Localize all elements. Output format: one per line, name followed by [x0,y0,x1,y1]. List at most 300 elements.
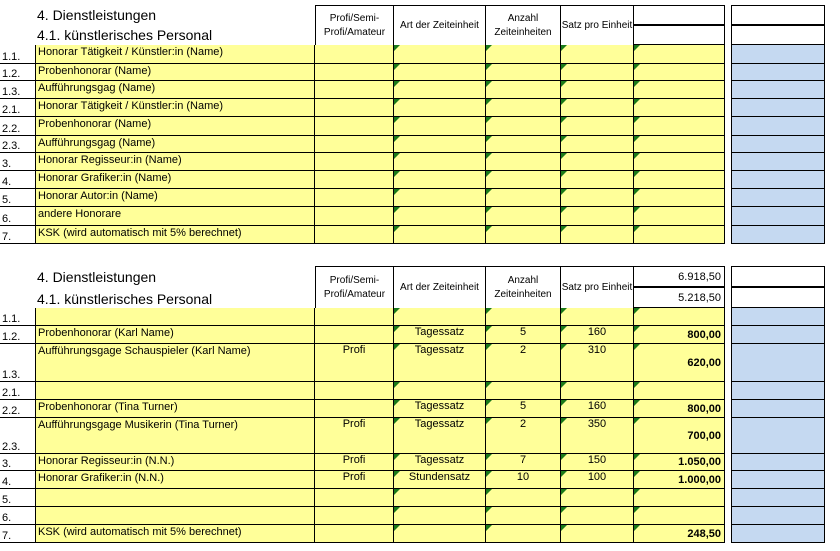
position-label-cell[interactable] [35,471,315,489]
row-number-text: 2.3. [2,441,21,453]
position-label-cell[interactable] [35,525,315,543]
satz-text: 350 [587,418,607,430]
satz-cell[interactable] [561,418,634,454]
cell-comment-marker [634,226,640,232]
art-cell[interactable] [394,326,486,344]
anzahl-cell[interactable] [486,454,561,471]
anzahl-cell[interactable] [486,507,561,525]
position-label-text: Honorar Tätigkeit / Künstler:in (Name) [38,100,224,112]
position-label-cell[interactable] [35,153,315,171]
art-text: Tagessatz [414,454,465,466]
anzahl-cell[interactable] [486,326,561,344]
position-label-text: KSK (wird automatisch mit 5% berechnet) [38,227,242,239]
header-anzahl: Anzahl Zeiteinheiten [486,266,561,308]
satz-cell[interactable] [561,308,634,326]
profi-cell[interactable] [315,308,394,326]
cell-comment-marker [561,418,567,424]
row-number-text: 1.3. [2,369,21,381]
amount-text: 800,00 [687,328,721,341]
profi-cell[interactable] [315,45,394,64]
satz-cell[interactable] [561,189,634,207]
position-label-cell[interactable] [35,418,315,454]
blue-input-cell[interactable] [731,153,825,171]
art-text: Tagessatz [414,418,465,430]
cell-comment-marker [486,489,492,495]
row-number-text: 7. [2,530,12,542]
row-number [0,308,35,326]
amount-cell[interactable] [633,507,725,525]
amount-cell[interactable] [633,117,725,136]
position-label-text: Probenhonorar (Karl Name) [38,327,174,339]
anzahl-cell[interactable] [486,400,561,418]
row-number [0,99,35,117]
header-art: Art der Zeiteinheit [394,5,486,45]
satz-cell[interactable] [561,45,634,64]
profi-cell[interactable] [315,382,394,400]
art-cell[interactable] [394,99,486,117]
satz-cell[interactable] [561,326,634,344]
satz-cell[interactable] [561,471,634,489]
anzahl-cell[interactable] [486,64,561,81]
blue-input-cell[interactable] [731,81,825,99]
profi-cell[interactable] [315,171,394,189]
cell-comment-marker [486,99,492,105]
profi-cell[interactable] [315,226,394,244]
position-label-text: Aufführungsgag (Name) [38,137,156,149]
blue-input-cell[interactable] [731,418,825,454]
row-number [0,117,35,136]
cell-comment-marker [634,117,640,123]
blue-input-cell[interactable] [731,308,825,326]
position-label-cell[interactable] [35,400,315,418]
position-label-cell[interactable] [35,344,315,382]
row-number [0,489,35,507]
cell-comment-marker [486,308,492,314]
position-label-cell[interactable] [35,45,315,64]
profi-cell[interactable] [315,471,394,489]
profi-cell[interactable] [315,117,394,136]
satz-cell[interactable] [561,64,634,81]
extra-cell-1[interactable] [731,5,825,25]
position-label-cell[interactable] [35,507,315,525]
cell-comment-marker [394,136,400,142]
extra-cell-1[interactable] [731,266,825,287]
row-number-text: 3. [2,458,12,470]
cell-comment-marker [634,326,640,332]
anzahl-cell[interactable] [486,45,561,64]
section-subtitle: 4.1. künstlerisches Personal [37,291,213,307]
row-number [0,454,35,471]
row-number [0,226,35,244]
satz-cell[interactable] [561,153,634,171]
cell-comment-marker [561,471,567,477]
amount-cell[interactable] [633,400,725,418]
cell-comment-marker [394,45,400,51]
blue-input-cell[interactable] [731,226,825,244]
header-satz: Satz pro Einheit [561,266,634,308]
satz-cell[interactable] [561,99,634,117]
row-number-text: 4. [2,176,12,188]
amount-cell[interactable] [633,326,725,344]
art-cell[interactable] [394,418,486,454]
satz-cell[interactable] [561,344,634,382]
extra-cell-2[interactable] [731,25,825,45]
satz-cell[interactable] [561,382,634,400]
amount-cell[interactable] [633,45,725,64]
amount-cell[interactable] [633,64,725,81]
position-label-text: Honorar Grafiker:in (N.N.) [38,472,164,484]
profi-cell[interactable] [315,525,394,543]
amount-text: 1.050,00 [678,456,721,468]
position-label-text [38,382,314,383]
profi-text: Profi [342,344,366,356]
row-number [0,45,35,64]
cell-comment-marker [394,81,400,87]
amount-text: 620,00 [687,356,721,369]
blue-input-cell[interactable] [731,45,825,64]
anzahl-cell[interactable] [486,81,561,99]
amount-cell[interactable] [633,525,725,543]
cell-comment-marker [394,189,400,195]
cell-comment-marker [561,64,567,70]
cell-comment-marker [561,525,567,531]
art-cell[interactable] [394,344,486,382]
art-cell[interactable] [394,382,486,400]
amount-cell[interactable] [633,207,725,226]
total-personal[interactable]: 5.218,50 [633,287,725,308]
cell-comment-marker [486,326,492,332]
position-label-text: KSK (wird automatisch mit 5% berechnet) [38,526,242,538]
satz-cell[interactable] [561,171,634,189]
row-number [0,136,35,153]
row-number-text: 7. [2,231,12,243]
position-label-text: Aufführungsgage Musikerin (Tina Turner) [38,419,238,431]
amount-cell[interactable] [633,382,725,400]
anzahl-cell[interactable] [486,344,561,382]
cell-comment-marker [561,153,567,159]
cell-comment-marker [634,308,640,314]
satz-text: 160 [587,326,607,338]
position-label-cell[interactable] [35,382,315,400]
position-label-text [38,507,314,508]
amount-cell[interactable] [633,344,725,382]
amount-cell[interactable] [633,308,725,326]
profi-cell[interactable] [315,400,394,418]
blue-input-cell[interactable] [731,382,825,400]
art-cell[interactable] [394,308,486,326]
satz-cell[interactable] [561,454,634,471]
extra-cell-2[interactable] [731,287,825,308]
position-label-cell[interactable] [35,81,315,99]
position-label-cell[interactable] [35,171,315,189]
cell-comment-marker [561,45,567,51]
blue-input-cell[interactable] [731,171,825,189]
satz-cell[interactable] [561,525,634,543]
position-label-cell[interactable] [35,99,315,117]
cell-comment-marker [394,382,400,388]
position-label-text: Honorar Autor:in (Name) [38,190,158,202]
anzahl-text: 2 [519,344,527,356]
position-label-cell[interactable] [35,207,315,226]
header-anzahl: Anzahl Zeiteinheiten [486,5,561,45]
amount-text: 248,50 [687,527,721,540]
cell-comment-marker [394,344,400,350]
cell-comment-marker [634,189,640,195]
art-cell[interactable] [394,136,486,153]
art-text: Tagessatz [414,344,465,356]
cell-comment-marker [561,382,567,388]
anzahl-cell[interactable] [486,99,561,117]
row-number-text: 6. [2,512,12,524]
anzahl-cell[interactable] [486,171,561,189]
art-cell[interactable] [394,153,486,171]
row-number-text: 2.1. [2,104,21,116]
row-number [0,171,35,189]
cell-comment-marker [486,136,492,142]
cell-comment-marker [394,326,400,332]
blue-input-cell[interactable] [731,400,825,418]
row-number-text: 3. [2,158,12,170]
cell-comment-marker [486,153,492,159]
art-cell[interactable] [394,454,486,471]
position-label-cell[interactable] [35,326,315,344]
art-text: Stundensatz [408,471,471,483]
amount-cell[interactable] [633,226,725,244]
row-number-text: 4. [2,476,12,488]
amount-text: 800,00 [687,402,721,415]
amount-cell[interactable] [633,418,725,454]
art-cell[interactable] [394,507,486,525]
art-cell[interactable] [394,207,486,226]
cell-comment-marker [394,207,400,213]
total-cell-2[interactable] [633,25,725,45]
profi-cell[interactable] [315,64,394,81]
art-cell[interactable] [394,171,486,189]
row-number-text: 6. [2,213,12,225]
anzahl-cell[interactable] [486,189,561,207]
cell-comment-marker [394,525,400,531]
amount-cell[interactable] [633,454,725,471]
profi-text: Profi [342,471,366,483]
row-number [0,64,35,81]
amount-cell[interactable] [633,153,725,171]
amount-cell[interactable] [633,136,725,153]
anzahl-text: 5 [519,326,527,338]
art-cell[interactable] [394,525,486,543]
cell-comment-marker [561,117,567,123]
cell-comment-marker [634,382,640,388]
row-number [0,418,35,454]
cell-comment-marker [486,207,492,213]
cell-comment-marker [486,418,492,424]
section-title: 4. Dienstleistungen [37,269,157,285]
anzahl-cell[interactable] [486,226,561,244]
art-cell[interactable] [394,226,486,244]
profi-cell[interactable] [315,326,394,344]
position-label-text: Honorar Tätigkeit / Künstler:in (Name) [38,46,224,58]
blue-input-cell[interactable] [731,525,825,543]
position-label-text: Honorar Grafiker:in (Name) [38,172,172,184]
row-number [0,81,35,99]
cell-comment-marker [634,207,640,213]
cell-comment-marker [561,226,567,232]
cell-comment-marker [561,189,567,195]
cell-comment-marker [634,344,640,350]
satz-cell[interactable] [561,207,634,226]
cell-comment-marker [634,507,640,513]
art-cell[interactable] [394,45,486,64]
satz-cell[interactable] [561,489,634,507]
anzahl-text: 10 [516,471,530,483]
total-gesamt[interactable]: 6.918,50 [633,266,725,287]
art-cell[interactable] [394,189,486,207]
row-number [0,471,35,489]
blue-input-cell[interactable] [731,489,825,507]
cell-comment-marker [561,207,567,213]
blue-input-cell[interactable] [731,326,825,344]
row-number [0,207,35,226]
cell-comment-marker [561,326,567,332]
satz-cell[interactable] [561,136,634,153]
satz-cell[interactable] [561,400,634,418]
cell-comment-marker [394,64,400,70]
profi-cell[interactable] [315,136,394,153]
position-label-text: Probenhonorar (Tina Turner) [38,401,178,413]
profi-cell[interactable] [315,189,394,207]
art-cell[interactable] [394,64,486,81]
anzahl-cell[interactable] [486,153,561,171]
cell-comment-marker [634,81,640,87]
row-number-text: 1.1. [2,51,21,63]
anzahl-cell[interactable] [486,471,561,489]
profi-cell[interactable] [315,507,394,525]
position-label-text: Honorar Regisseur:in (Name) [38,154,182,166]
blue-input-cell[interactable] [731,189,825,207]
position-label-cell[interactable] [35,136,315,153]
position-label-text: Aufführungsgag (Name) [38,82,156,94]
anzahl-text: 2 [519,418,527,430]
position-label-cell[interactable] [35,454,315,471]
art-cell[interactable] [394,117,486,136]
blue-input-cell[interactable] [731,471,825,489]
satz-cell[interactable] [561,117,634,136]
anzahl-cell[interactable] [486,308,561,326]
anzahl-cell[interactable] [486,525,561,543]
blue-input-cell[interactable] [731,344,825,382]
blue-input-cell[interactable] [731,454,825,471]
anzahl-cell[interactable] [486,418,561,454]
position-label-cell[interactable] [35,117,315,136]
position-label-cell[interactable] [35,189,315,207]
anzahl-cell[interactable] [486,117,561,136]
anzahl-cell[interactable] [486,136,561,153]
satz-text: 160 [587,400,607,412]
cell-comment-marker [561,507,567,513]
amount-text: 700,00 [687,429,721,442]
header-art: Art der Zeiteinheit [394,266,486,308]
cell-comment-marker [394,400,400,406]
amount-cell[interactable] [633,489,725,507]
cell-comment-marker [634,454,640,460]
position-label-cell[interactable] [35,226,315,244]
cell-comment-marker [486,45,492,51]
profi-text: Profi [342,454,366,466]
anzahl-cell[interactable] [486,489,561,507]
blue-input-cell[interactable] [731,64,825,81]
amount-cell[interactable] [633,99,725,117]
blue-input-cell[interactable] [731,117,825,136]
profi-cell[interactable] [315,344,394,382]
profi-cell[interactable] [315,99,394,117]
cell-comment-marker [394,471,400,477]
blue-input-cell[interactable] [731,99,825,117]
position-label-cell[interactable] [35,489,315,507]
position-label-cell[interactable] [35,64,315,81]
profi-cell[interactable] [315,153,394,171]
cell-comment-marker [634,64,640,70]
row-number [0,344,35,382]
position-label-cell[interactable] [35,308,315,326]
anzahl-text: 5 [519,400,527,412]
cell-comment-marker [634,136,640,142]
profi-cell[interactable] [315,454,394,471]
blue-input-cell[interactable] [731,207,825,226]
anzahl-cell[interactable] [486,382,561,400]
anzahl-text: 7 [519,454,527,466]
profi-cell[interactable] [315,81,394,99]
cell-comment-marker [561,454,567,460]
cell-comment-marker [486,189,492,195]
cell-comment-marker [634,99,640,105]
total-cell-1[interactable] [633,5,725,25]
profi-cell[interactable] [315,489,394,507]
position-label-text [38,308,314,309]
satz-text: 100 [587,471,607,483]
art-cell[interactable] [394,81,486,99]
art-text: Tagessatz [414,326,465,338]
cell-comment-marker [561,81,567,87]
row-number-text: 2.2. [2,123,21,135]
anzahl-cell[interactable] [486,207,561,226]
header-profi: Profi/Semi-Profi/Amateur [315,266,394,308]
cell-comment-marker [486,400,492,406]
art-cell[interactable] [394,471,486,489]
position-label-text: Probenhonorar (Name) [38,118,152,130]
art-cell[interactable] [394,400,486,418]
cell-comment-marker [394,489,400,495]
row-number-text: 1.2. [2,331,21,343]
profi-cell[interactable] [315,207,394,226]
blue-input-cell[interactable] [731,507,825,525]
amount-cell[interactable] [633,471,725,489]
satz-cell[interactable] [561,226,634,244]
cell-comment-marker [486,454,492,460]
art-cell[interactable] [394,489,486,507]
cell-comment-marker [561,400,567,406]
cell-comment-marker [634,418,640,424]
amount-cell[interactable] [633,171,725,189]
satz-cell[interactable] [561,81,634,99]
amount-cell[interactable] [633,189,725,207]
blue-input-cell[interactable] [731,136,825,153]
satz-cell[interactable] [561,507,634,525]
cell-comment-marker [634,400,640,406]
cell-comment-marker [561,171,567,177]
row-number [0,525,35,543]
amount-cell[interactable] [633,81,725,99]
profi-cell[interactable] [315,418,394,454]
profi-text: Profi [342,418,366,430]
